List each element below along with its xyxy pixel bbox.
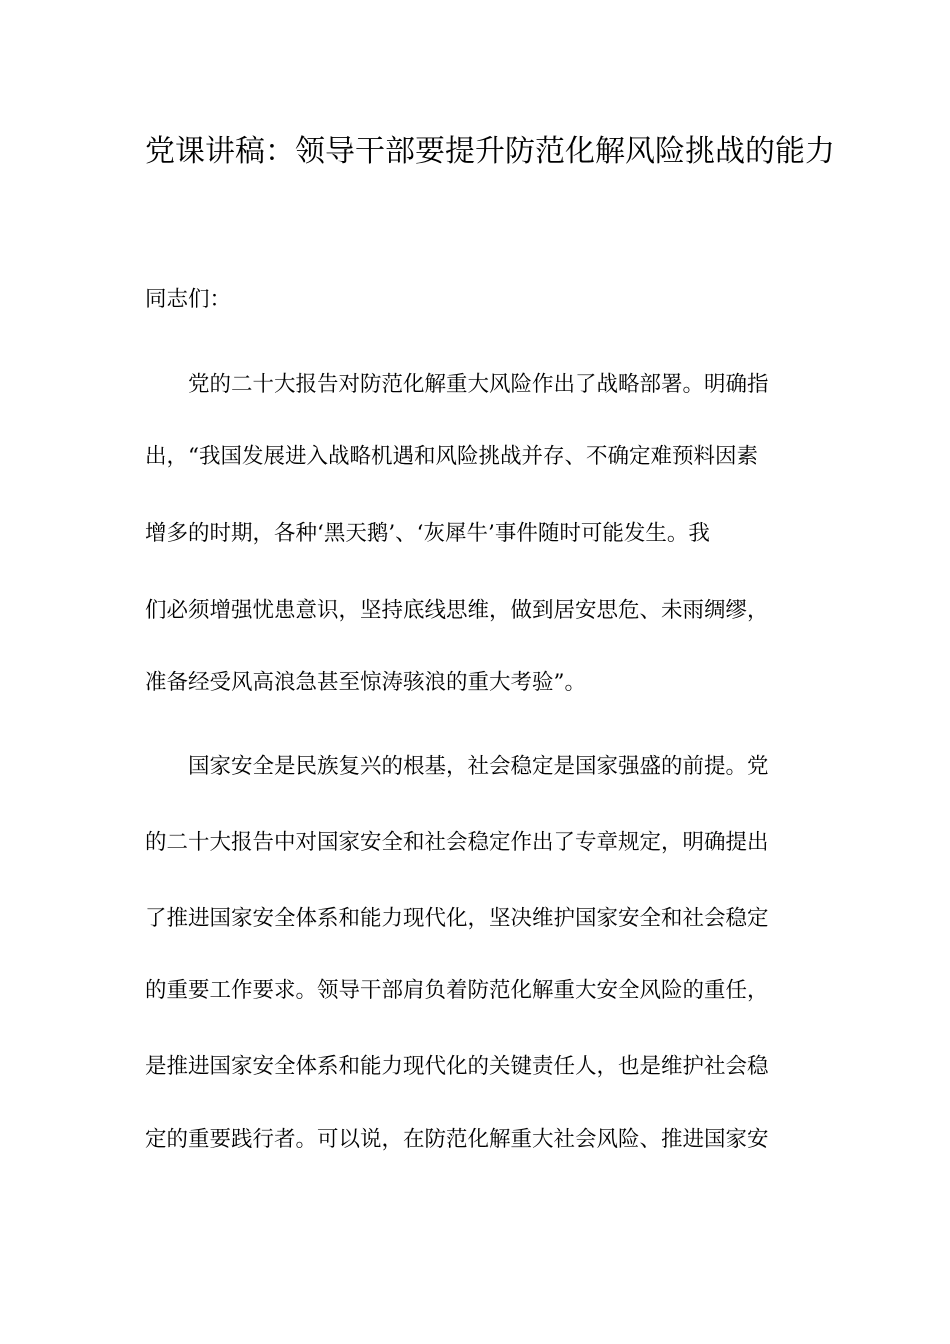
paragraph-line: 了推进国家安全体系和能力现代化，坚决维护国家安全和社会稳定: [145, 906, 769, 931]
paragraph-line: 增多的时期，各种‘黑天鹅’、‘灰犀牛’事件随时可能发生。我: [145, 521, 710, 546]
paragraph-line: 准备经受风高浪急甚至惊涛骇浪的重大考验”。: [145, 670, 586, 695]
document-title: 党课讲稿：领导干部要提升防范化解风险挑战的能力: [145, 134, 835, 169]
paragraph-line: 们必须增强忧患意识，坚持底线思维，做到居安思危、未雨绸缪，: [145, 598, 769, 623]
paragraph-line: 国家安全是民族复兴的根基，社会稳定是国家强盛的前提。党: [188, 754, 769, 779]
paragraph-line: 的重要工作要求。领导干部肩负着防范化解重大安全风险的重任，: [145, 978, 769, 1003]
salutation: 同志们：: [145, 287, 232, 312]
document-body: [145, 0, 795, 1344]
paragraph-line: 定的重要践行者。可以说，在防范化解重大社会风险、推进国家安: [145, 1127, 769, 1152]
paragraph-line: 出，“我国发展进入战略机遇和风险挑战并存、不确定难预料因素: [145, 444, 758, 469]
paragraph-line: 党的二十大报告对防范化解重大风险作出了战略部署。明确指: [188, 372, 769, 397]
paragraph-line: 是推进国家安全体系和能力现代化的关键责任人，也是维护社会稳: [145, 1054, 769, 1079]
paragraph-line: 的二十大报告中对国家安全和社会稳定作出了专章规定，明确提出: [145, 830, 769, 855]
